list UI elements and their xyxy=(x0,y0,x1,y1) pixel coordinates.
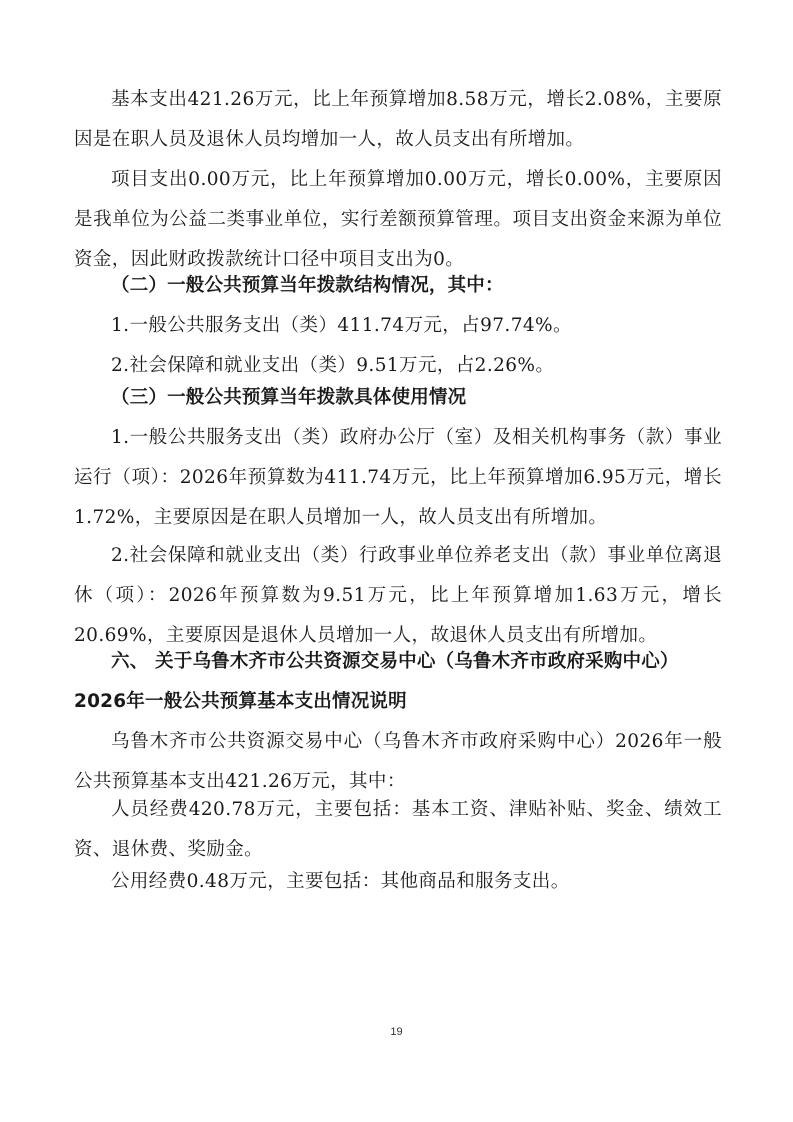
paragraph-usage-social-security: 2.社会保障和就业支出（类）行政事业单位养老支出（款）事业单位离退休（项）：2026年预算数为9.51万元，比上年预算增加1.63万元，增长20.69%，主要原因是退休人员增加一人，故退休人员支出有所增加。 xyxy=(74,545,722,646)
page-number: 19 xyxy=(390,1026,403,1038)
paragraph-basic-expenditure: 基本支出421.26万元，比上年预算增加8.58万元，增长2.08%，主要原因是在职人员及退休人员均增加一人，故人员支出有所增加。 xyxy=(74,89,722,150)
paragraph-public-expenses: 公用经费0.48万元，主要包括：其他商品和服务支出。 xyxy=(111,871,570,892)
paragraph-project-expenditure: 项目支出0.00万元，比上年预算增加0.00万元，增长0.00%，主要原因是我单位为公益二类事业单位，实行差额预算管理。项目支出资金来源为单位资金，因此财政拨款统计口径中项目支出为0。 xyxy=(74,169,722,270)
section-heading-usage: （三）一般公共预算当年拨款具体使用情况 xyxy=(111,387,467,408)
paragraph-center-basic-expenditure: 乌鲁木齐市公共资源交易中心（乌鲁木齐市政府采购中心）2026年一般公共预算基本支出421.26万元，其中： xyxy=(74,731,722,792)
section-heading-structure: （二）一般公共预算当年拨款结构情况，其中： xyxy=(111,275,504,296)
paragraph-general-public-services: 1.一般公共服务支出（类）411.74万元，占97.74%。 xyxy=(111,315,572,336)
section-heading-six-line2: 2026年一般公共预算基本支出情况说明 xyxy=(74,691,407,712)
paragraph-personnel-expenses: 人员经费420.78万元，主要包括：基本工资、津贴补贴、奖金、绩效工资、退休费、奖励金。 xyxy=(74,799,722,860)
paragraph-usage-public-services: 1.一般公共服务支出（类）政府办公厅（室）及相关机构事务（款）事业运行（项）：2026年预算数为411.74万元，比上年预算增加6.95万元，增长1.72%，主要原因是在职人员增加一人，故人员支出有所增加。 xyxy=(74,427,722,528)
section-heading-six xyxy=(74,642,734,722)
paragraph-social-security: 2.社会保障和就业支出（类）9.51万元，占2.26%。 xyxy=(111,355,555,376)
section-heading-six-line1: 六、 关于乌鲁木齐市公共资源交易中心（乌鲁木齐市政府采购中心） xyxy=(111,651,679,672)
